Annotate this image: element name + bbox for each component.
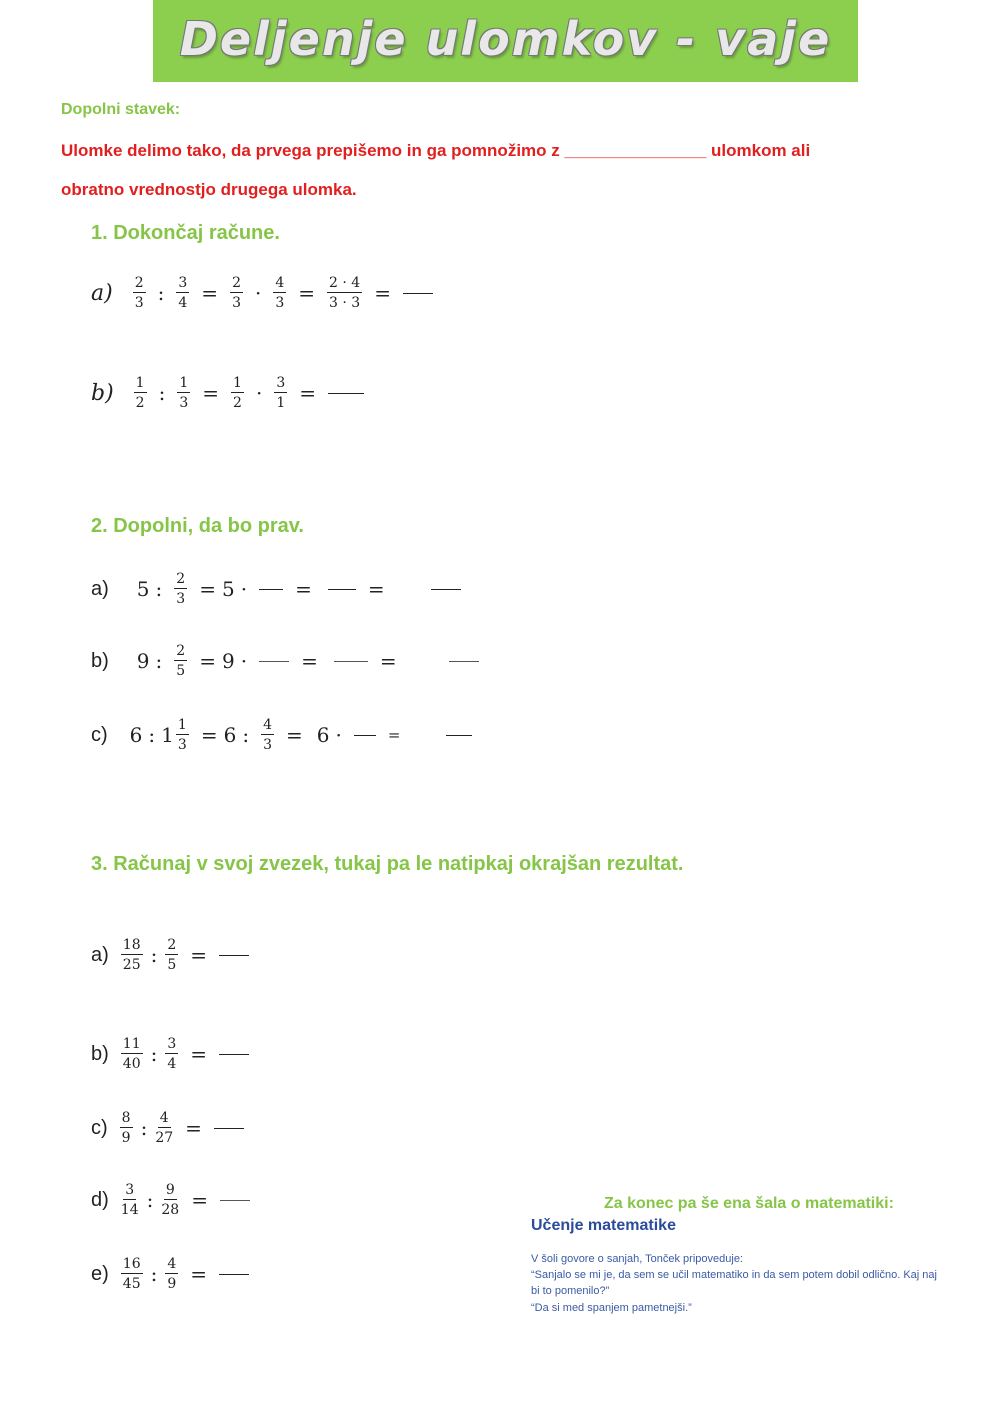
denominator: 3	[179, 395, 189, 411]
denominator: 4	[167, 1056, 177, 1072]
equals-sign: =	[190, 1042, 208, 1066]
fraction	[161, 1183, 179, 1217]
colon-operator: :	[146, 1188, 154, 1212]
fraction	[176, 276, 189, 310]
intro-label: Dopolni stavek:	[61, 101, 181, 118]
colon-operator: :	[155, 577, 163, 601]
denominator: 4	[178, 295, 188, 311]
colon-operator: :	[148, 723, 156, 747]
numerator: 8	[121, 1110, 131, 1126]
numerator: 3	[125, 1182, 135, 1198]
denominator: 2	[135, 395, 145, 411]
whole-number: 6	[223, 723, 237, 747]
numerator: 1	[135, 375, 145, 391]
denominator: 3	[275, 295, 285, 311]
fraction	[120, 1111, 133, 1145]
denominator: 3	[176, 591, 186, 607]
fraction	[231, 376, 244, 410]
numerator: 18	[122, 937, 141, 953]
dot-operator: ·	[254, 281, 262, 305]
numerator: 2	[167, 937, 177, 953]
joke-line: “Sanjalo se mi je, da sem se učil matematiko in da sem potem dobil odlično. Kaj naj	[531, 1269, 937, 1281]
fraction	[165, 1037, 178, 1071]
task1-a-label: a)	[91, 280, 113, 306]
fraction	[273, 276, 286, 310]
denominator: 3	[134, 295, 144, 311]
fraction	[165, 938, 178, 972]
task2-c-label: c)	[91, 723, 108, 746]
colon-operator: :	[155, 649, 163, 673]
denominator: 5	[176, 663, 186, 679]
fraction	[121, 1257, 143, 1291]
task3-item	[91, 1183, 256, 1217]
equals-sign: =	[301, 649, 318, 673]
numerator: 3	[167, 1036, 177, 1052]
denominator: 9	[121, 1130, 131, 1146]
task3-item	[91, 1257, 255, 1291]
answer-blank[interactable]	[214, 1128, 244, 1129]
answer-blank[interactable]	[403, 293, 433, 294]
fraction	[174, 644, 187, 678]
denominator: 1	[276, 395, 286, 411]
task3-item	[91, 1037, 255, 1071]
mixed-number	[161, 718, 195, 752]
colon-operator: :	[150, 943, 158, 967]
answer-blank[interactable]	[354, 735, 376, 736]
fraction	[121, 1037, 143, 1071]
denominator: 3	[232, 295, 241, 311]
equals-sign: =	[298, 281, 316, 305]
task3-item-label: e)	[91, 1262, 109, 1285]
equals-sign: =	[185, 1116, 202, 1140]
fraction	[133, 276, 146, 310]
fraction	[230, 276, 243, 310]
whole-number: 6	[129, 723, 143, 747]
denominator: 27	[155, 1130, 174, 1146]
dot-operator: ·	[255, 381, 263, 405]
task3-item-label: c)	[91, 1116, 108, 1139]
whole-number: 5	[136, 577, 150, 601]
fraction	[177, 376, 190, 410]
fraction	[121, 938, 143, 972]
joke-line: “Da si med spanjem pametnejši.”	[531, 1302, 692, 1314]
numerator: 3	[178, 275, 188, 291]
task2-b-label: b)	[91, 649, 109, 672]
numerator: 1	[177, 717, 187, 733]
equals-sign: =	[200, 723, 218, 747]
numerator: 11	[122, 1036, 141, 1052]
task1-a-expression	[91, 276, 439, 310]
colon-operator: :	[140, 1116, 148, 1140]
task3-heading: 3. Računaj v svoj zvezek, tukaj pa le natipkaj okrajšan rezultat.	[91, 853, 684, 875]
denominator: 28	[161, 1202, 180, 1218]
task2-b-expression	[91, 644, 485, 678]
numerator: 2 · 4	[329, 275, 361, 291]
denominator: 14	[120, 1202, 139, 1218]
intro-sentence-line1: Ulomke delimo tako, da prvega prepišemo in ga pomnožimo z _______________ ulomkom ali	[61, 141, 811, 160]
answer-blank[interactable]	[220, 1200, 250, 1201]
numerator: 2	[176, 643, 186, 659]
numerator: 9	[165, 1182, 175, 1198]
dot-operator: ·	[240, 649, 248, 673]
task3-item-label: d)	[91, 1188, 109, 1211]
task3-item	[91, 938, 255, 972]
equals-sign: =	[374, 281, 391, 305]
numerator: 4	[159, 1110, 169, 1126]
denominator: 3	[263, 737, 272, 753]
equals-sign: =	[190, 943, 208, 967]
denominator: 2	[233, 395, 242, 411]
joke-line: V šoli govore o sanjah, Tonček pripoveduje:	[531, 1253, 743, 1265]
equals-sign: =	[379, 649, 397, 673]
answer-blank[interactable]	[431, 589, 461, 590]
task2-a-label: a)	[91, 577, 109, 600]
denominator: 25	[122, 957, 141, 973]
answer-blank[interactable]	[259, 589, 283, 590]
equals-sign: =	[199, 649, 216, 673]
equals-sign: =	[387, 726, 401, 744]
equals-sign: =	[299, 381, 316, 405]
numerator: 3	[276, 375, 286, 391]
denominator: 40	[122, 1056, 141, 1072]
whole-number: 5	[221, 577, 235, 601]
whole-number: 6	[316, 723, 330, 747]
task3-item-label: a)	[91, 943, 109, 966]
title-banner	[153, 0, 858, 82]
colon-operator: :	[242, 723, 250, 747]
task1-heading: 1. Dokončaj račune.	[91, 222, 280, 244]
joke-heading: Za konec pa še ena šala o matematiki:	[604, 1195, 894, 1212]
numerator: 1	[179, 375, 189, 391]
numerator: 4	[275, 275, 285, 291]
fraction	[274, 376, 287, 410]
task2-a-expression	[91, 572, 467, 606]
whole-number: 9	[221, 649, 235, 673]
numerator: 16	[122, 1256, 141, 1272]
intro-sentence-line2: obratno vrednostjo drugega ulomka.	[61, 180, 357, 199]
answer-blank[interactable]	[446, 735, 472, 736]
dot-operator: ·	[335, 723, 342, 747]
answer-blank[interactable]	[328, 393, 364, 394]
answer-blank[interactable]	[328, 589, 356, 590]
denominator: 9	[167, 1276, 177, 1292]
numerator: 2	[232, 275, 241, 291]
fraction	[176, 718, 189, 752]
denominator: 45	[122, 1276, 141, 1292]
colon-operator: :	[150, 1262, 158, 1286]
fraction	[155, 1111, 173, 1145]
numerator: 4	[167, 1256, 177, 1272]
equals-sign: =	[285, 723, 303, 747]
joke-title: Učenje matematike	[531, 1217, 676, 1234]
task3-item-label: b)	[91, 1042, 109, 1065]
answer-blank[interactable]	[219, 1274, 249, 1275]
task1-b-expression	[91, 376, 370, 410]
colon-operator: :	[157, 281, 165, 305]
fraction	[121, 1183, 139, 1217]
task3-item	[91, 1111, 250, 1145]
equals-sign: =	[201, 281, 219, 305]
numerator: 2	[134, 275, 144, 291]
task2-c-expression	[91, 718, 478, 752]
whole-part: 1	[161, 723, 174, 747]
answer-blank[interactable]	[219, 955, 249, 956]
equals-sign: =	[367, 577, 385, 601]
fraction	[261, 718, 274, 752]
equals-sign: =	[199, 577, 216, 601]
task2-heading: 2. Dopolni, da bo prav.	[91, 515, 304, 537]
denominator: 3	[177, 737, 187, 753]
page-title: Deljenje ulomkov - vaje	[179, 12, 832, 66]
colon-operator: :	[158, 381, 166, 405]
joke-line: bi to pomenilo?”	[531, 1285, 610, 1297]
fraction	[174, 572, 187, 606]
answer-blank[interactable]	[219, 1054, 249, 1055]
fraction	[165, 1257, 178, 1291]
fraction	[134, 376, 147, 410]
answer-blank[interactable]	[449, 661, 479, 662]
dot-operator: ·	[240, 577, 248, 601]
denominator: 5	[167, 957, 177, 973]
answer-blank[interactable]	[259, 661, 289, 662]
colon-operator: :	[150, 1042, 158, 1066]
whole-number: 9	[136, 649, 150, 673]
task1-b-label: b)	[91, 380, 114, 406]
equals-sign: =	[295, 577, 312, 601]
equals-sign: =	[191, 1188, 208, 1212]
numerator: 4	[263, 717, 272, 733]
fraction	[327, 276, 362, 310]
answer-blank[interactable]	[334, 661, 368, 662]
equals-sign: =	[202, 381, 220, 405]
equals-sign: =	[190, 1262, 208, 1286]
numerator: 2	[176, 571, 186, 587]
denominator: 3 · 3	[329, 295, 361, 311]
numerator: 1	[233, 375, 242, 391]
